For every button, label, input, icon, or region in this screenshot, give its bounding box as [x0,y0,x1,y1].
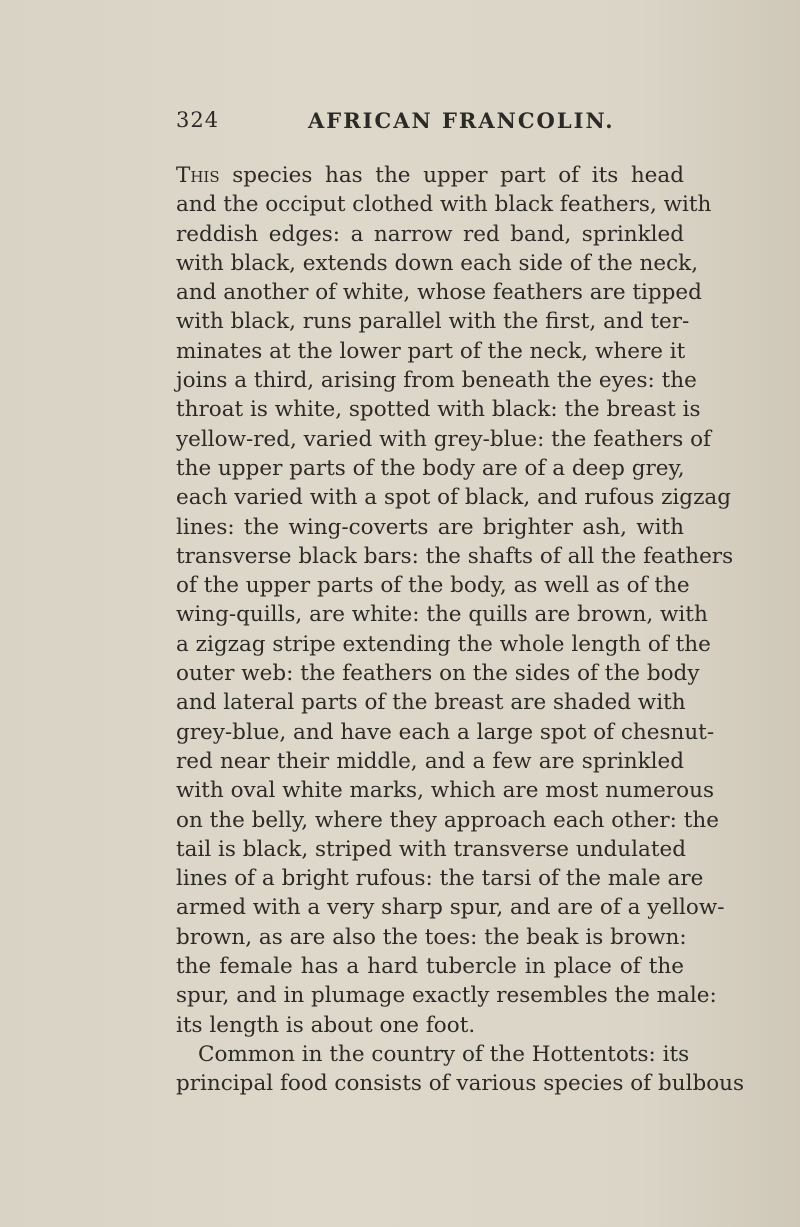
text-line: with black, extends down each side of the neck, [176,250,699,276]
text-line: yellow-red, varied with grey-blue: the feathers of [176,426,711,452]
text-line: lines: the wing-coverts are brighter ash, with [176,514,684,540]
text-line: with black, runs parallel with the first, and ter- [176,309,690,335]
text-line: throat is white, spotted with black: the breast is [176,397,701,423]
text-line: its length is about one foot. [176,1012,476,1038]
text-line: and the occiput clothed with black feathers, with [176,192,712,218]
text-line: reddish edges: a narrow red band, sprinkled [176,221,684,247]
text-line: armed with a very sharp spur, and are of a yellow- [176,895,725,921]
text-line: each varied with a spot of black, and rufous zigzag [176,485,731,511]
text-line: with oval white marks, which are most numerous [176,778,715,804]
text-line: the upper parts of the body are of a deep grey, [176,455,685,481]
text-line: outer web: the feathers on the sides of the body [176,661,700,687]
text-line: brown, as are also the toes: the beak is brown: [176,924,687,950]
text-line: principal food consists of various species of bulbous [176,1071,745,1097]
text-line: red near their middle, and a few are sprinkled [176,748,684,774]
text-line: This species has the upper part of its head [176,163,684,188]
text-line: Common in the country of the Hottentots: its [198,1041,690,1067]
drop-word: This [176,163,220,188]
text-line: spur, and in plumage exactly resembles the male: [176,983,717,1009]
text-line: the female has a hard tubercle in place of the [176,954,684,980]
page-number: 324 [176,108,220,132]
text-line: tail is black, striped with transverse undulated [176,836,686,862]
page-header [176,108,676,142]
text-line: on the belly, where they approach each other: the [176,807,719,833]
body-text [176,161,745,1099]
text-line: wing-quills, are white: the quills are brown, with [176,602,708,628]
text-line: minates at the lower part of the neck, where it [176,338,686,364]
text-line: a zigzag stripe extending the whole length of the [176,631,711,657]
text-line: grey-blue, and have each a large spot of chesnut- [176,719,715,745]
text-line: of the upper parts of the body, as well as of the [176,573,690,599]
text-line: and lateral parts of the breast are shaded with [176,690,686,716]
running-title: AFRICAN FRANCOLIN. [308,108,615,133]
text-line: lines of a bright rufous: the tarsi of the male are [176,866,704,892]
text-line: and another of white, whose feathers are tipped [176,280,702,306]
text-line: joins a third, arising from beneath the eyes: the [176,368,697,394]
text-line: transverse black bars: the shafts of all the feathers [176,543,734,569]
